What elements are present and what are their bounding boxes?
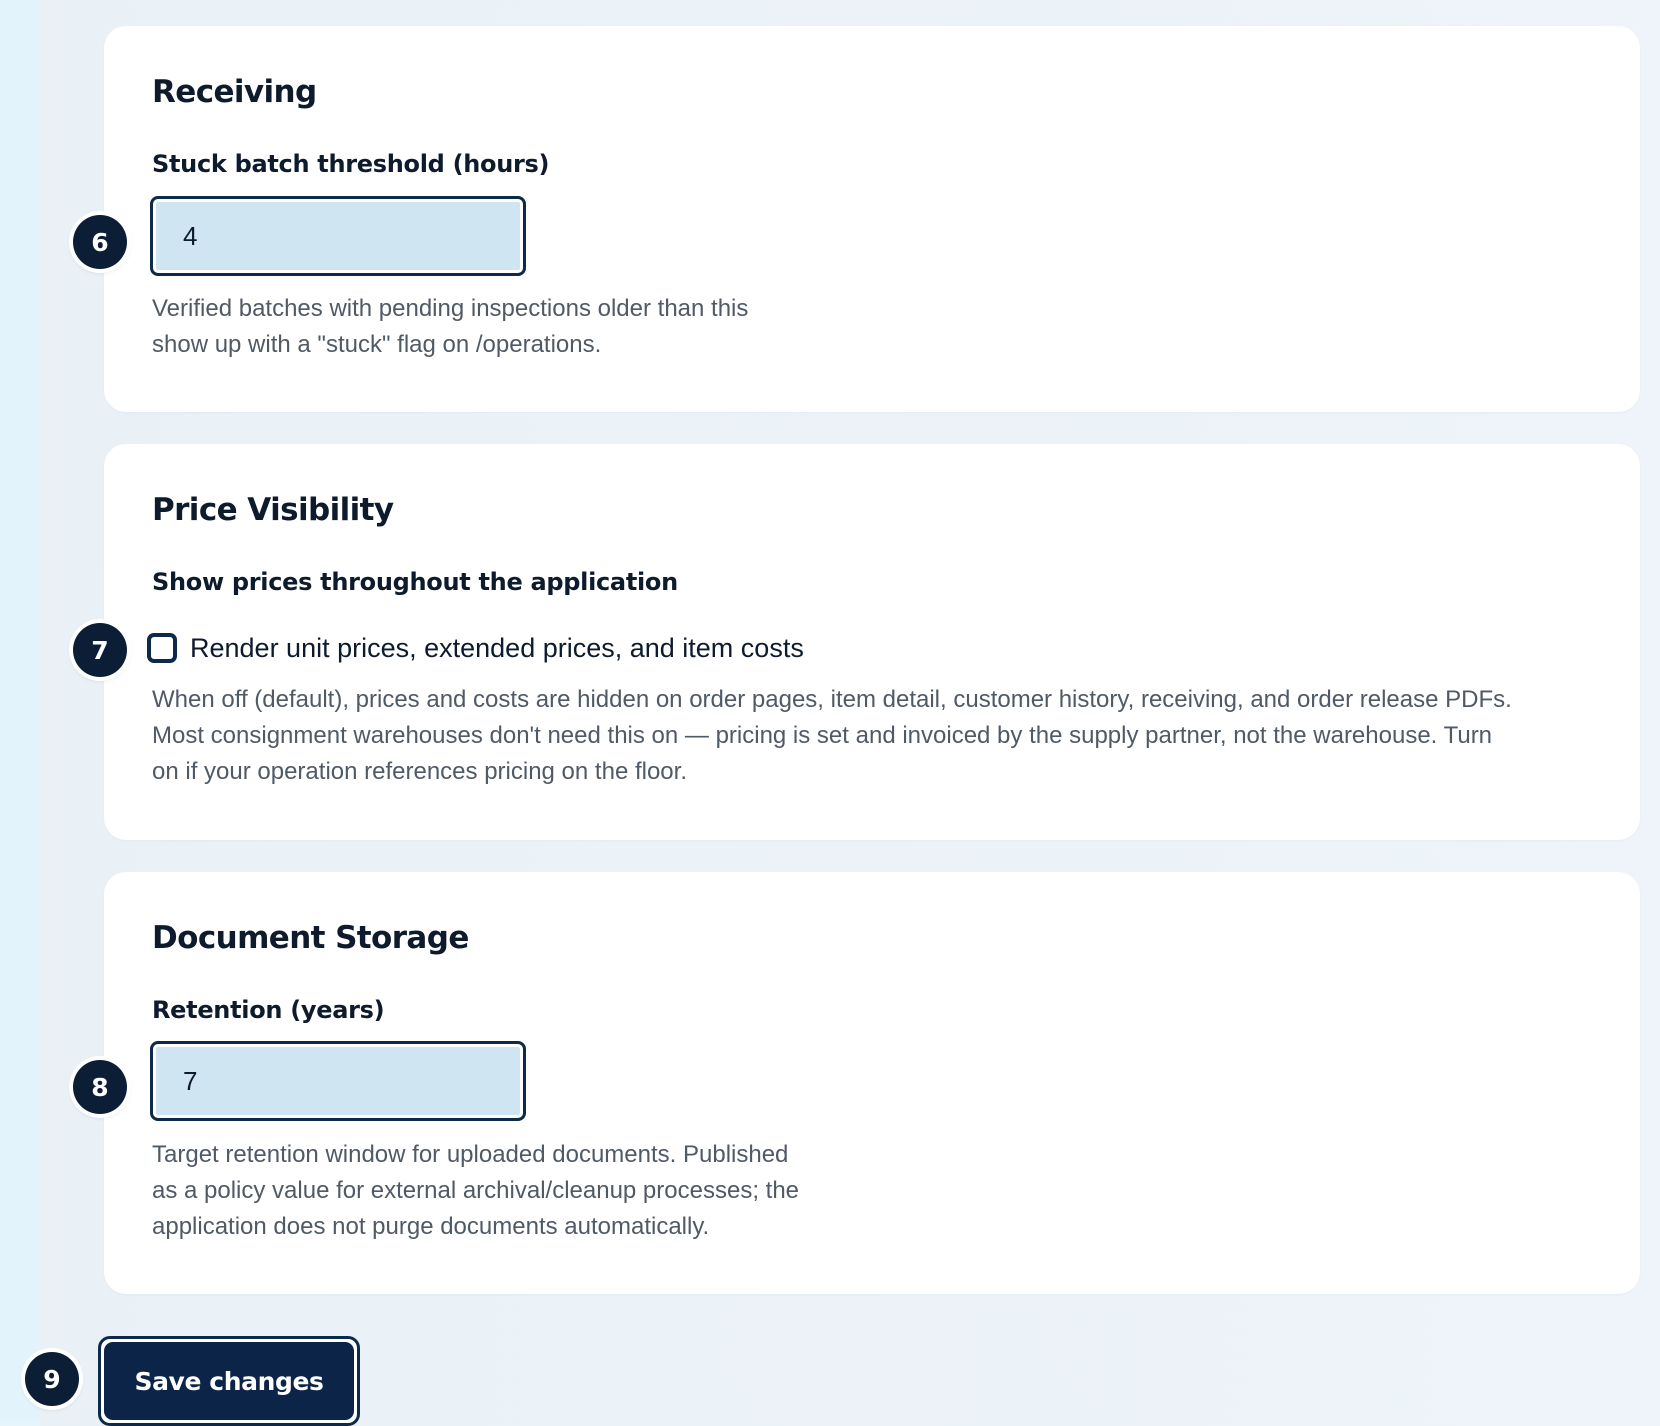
- price-help-line-3: on if your operation references pricing on the floor.: [152, 758, 687, 785]
- save-changes-button[interactable]: Save changes: [104, 1342, 354, 1420]
- save-button-focus-ring: [98, 1336, 360, 1426]
- price-help-line-2: Most consignment warehouses don't need this on — pricing is set and invoiced by the supply partner, not the warehouse. Turn: [152, 722, 1493, 749]
- retention-years-input[interactable]: [150, 1041, 526, 1121]
- step-marker-6: 6: [73, 215, 127, 269]
- document-storage-card: [104, 872, 1640, 1294]
- left-edge-strip: [0, 0, 40, 1420]
- render-prices-option[interactable]: [148, 630, 804, 666]
- retention-years-label: Retention (years): [152, 996, 385, 1024]
- price-visibility-card: [104, 444, 1640, 840]
- step-marker-8: 8: [73, 1060, 127, 1114]
- price-visibility-title: Price Visibility: [152, 492, 394, 528]
- price-visibility-help-text: [152, 682, 1612, 790]
- step-marker-7: 7: [73, 623, 127, 677]
- render-prices-checkbox-label[interactable]: Render unit prices, extended prices, and item costs: [190, 632, 804, 663]
- stuck-batch-threshold-input[interactable]: [150, 196, 526, 276]
- stuck-batch-threshold-label: Stuck batch threshold (hours): [152, 150, 550, 178]
- receiving-help-line-2: show up with a "stuck" flag on /operations.: [152, 331, 602, 358]
- document-storage-help-text: [152, 1137, 799, 1245]
- render-prices-checkbox[interactable]: [148, 634, 176, 662]
- price-help-line-1: When off (default), prices and costs are hidden on order pages, item detail, customer history, receiving, and order release PDFs.: [152, 686, 1512, 713]
- show-prices-label: Show prices throughout the application: [152, 568, 678, 596]
- document-storage-title: Document Storage: [152, 920, 469, 956]
- receiving-card: [104, 26, 1640, 412]
- docs-help-line-1: Target retention window for uploaded documents. Published: [152, 1141, 789, 1168]
- receiving-help-line-1: Verified batches with pending inspections older than this: [152, 295, 749, 322]
- receiving-help-text: [152, 291, 748, 363]
- receiving-title: Receiving: [152, 74, 317, 110]
- docs-help-line-2: as a policy value for external archival/cleanup processes; the: [152, 1177, 800, 1204]
- step-marker-9: 9: [25, 1352, 79, 1406]
- docs-help-line-3: application does not purge documents automatically.: [152, 1213, 710, 1240]
